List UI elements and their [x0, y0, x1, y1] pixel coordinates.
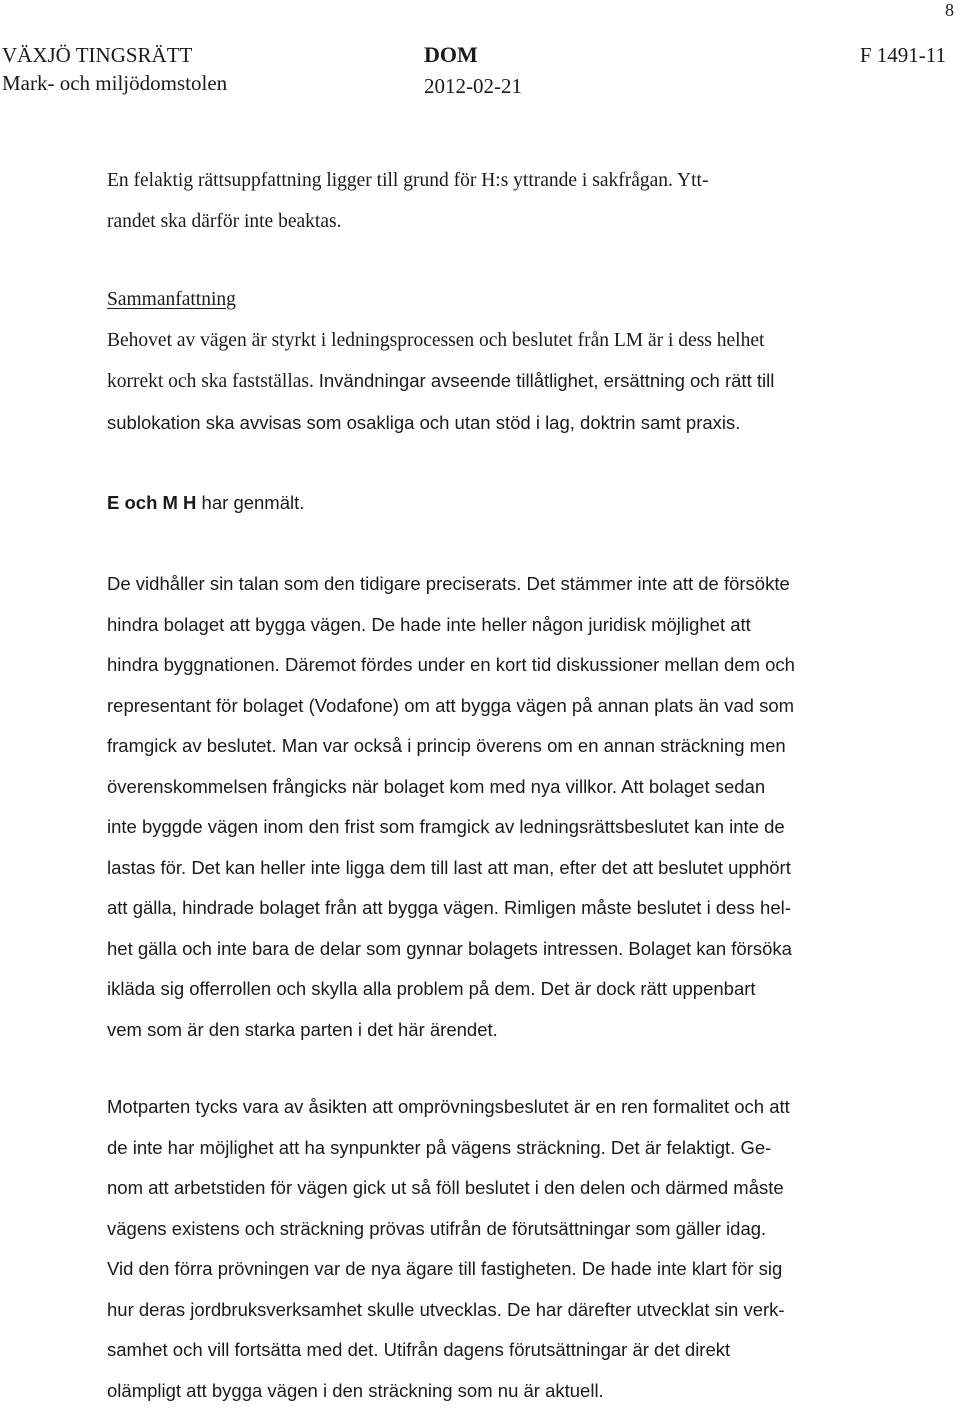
text-line: olämpligt att bygga vägen i den sträckning som nu är aktuell.	[107, 1371, 907, 1411]
text-line-mixed	[107, 361, 907, 403]
text-segment: korrekt och ska fastställas.	[107, 371, 319, 392]
text-line: hindra bolaget att bygga vägen. De hade inte heller någon juridisk möjlighet att	[107, 605, 907, 646]
document-type: DOM	[424, 42, 478, 68]
text-line: att gälla, hindrade bolaget från att bygga vägen. Rimligen måste beslutet i dess hel-	[107, 888, 907, 929]
text-line: vem som är den starka parten i det här ärendet.	[107, 1010, 907, 1051]
court-name: VÄXJÖ TINGSRÄTT	[2, 42, 192, 68]
court-division: Mark- och miljödomstolen	[2, 70, 227, 96]
text-line: inte byggde vägen inom den frist som framgick av ledningsrättsbeslutet kan inte de	[107, 807, 907, 848]
paragraph-respondents-statement	[107, 564, 907, 1050]
text-line: En felaktig rättsuppfattning ligger till grund för H:s yttrande i sakfrågan. Ytt-	[107, 161, 907, 202]
text-line	[107, 483, 907, 524]
summary-heading: Sammanfattning	[107, 280, 907, 321]
text-line: lastas för. Det kan heller inte ligga dem till last att man, efter det att beslutet upphört	[107, 848, 907, 889]
text-line: het gälla och inte bara de delar som gynnar bolagets intressen. Bolaget kan försöka	[107, 929, 907, 970]
text-segment: Invändningar avseende tillåtlighet, ersättning och rätt till	[319, 370, 775, 391]
page-number: 8	[945, 0, 954, 20]
text-segment: har genmält.	[196, 492, 304, 513]
paragraph-1	[107, 161, 907, 242]
document-date: 2012-02-21	[424, 73, 522, 99]
text-line: hindra byggnationen. Däremot fördes under en kort tid diskussioner mellan dem och	[107, 645, 907, 686]
text-line: ikläda sig offerrollen och skylla alla problem på dem. Det är dock rätt uppenbart	[107, 969, 907, 1010]
text-line: samhet och vill fortsätta med det. Utifrån dagens förutsättningar är det direkt	[107, 1330, 907, 1371]
text-line: Vid den förra prövningen var de nya ägare till fastigheten. De hade inte klart för sig	[107, 1249, 907, 1290]
text-line: överenskommelsen frångicks när bolaget kom med nya villkor. Att bolaget sedan	[107, 767, 907, 808]
text-line: framgick av beslutet. Man var också i princip överens om en annan sträckning men	[107, 726, 907, 767]
paragraph-summary	[107, 280, 907, 443]
text-line: representant för bolaget (Vodafone) om att bygga vägen på annan plats än vad som	[107, 686, 907, 727]
paragraph-counterparty	[107, 1087, 907, 1411]
text-line: randet ska därför inte beaktas.	[107, 202, 907, 243]
text-line: vägens existens och sträckning prövas utifrån de förutsättningar som gäller idag.	[107, 1209, 907, 1250]
paragraph-respondents	[107, 483, 907, 524]
text-line: hur deras jordbruksverksamhet skulle utvecklas. De har därefter utvecklat sin verk-	[107, 1290, 907, 1331]
case-number: F 1491-11	[860, 42, 946, 68]
text-line: Behovet av vägen är styrkt i ledningsprocessen och beslutet från LM är i dess helhet	[107, 321, 907, 362]
text-line: De vidhåller sin talan som den tidigare preciserats. Det stämmer inte att de försökte	[107, 564, 907, 605]
text-line: nom att arbetstiden för vägen gick ut så föll beslutet i den delen och därmed måste	[107, 1168, 907, 1209]
text-line: de inte har möjlighet att ha synpunkter på vägens sträckning. Det är felaktigt. Ge-	[107, 1128, 907, 1169]
text-line: sublokation ska avvisas som osakliga och utan stöd i lag, doktrin samt praxis.	[107, 403, 907, 444]
respondent-names: E och M H	[107, 492, 196, 513]
text-line: Motparten tycks vara av åsikten att omprövningsbeslutet är en ren formalitet och att	[107, 1087, 907, 1128]
